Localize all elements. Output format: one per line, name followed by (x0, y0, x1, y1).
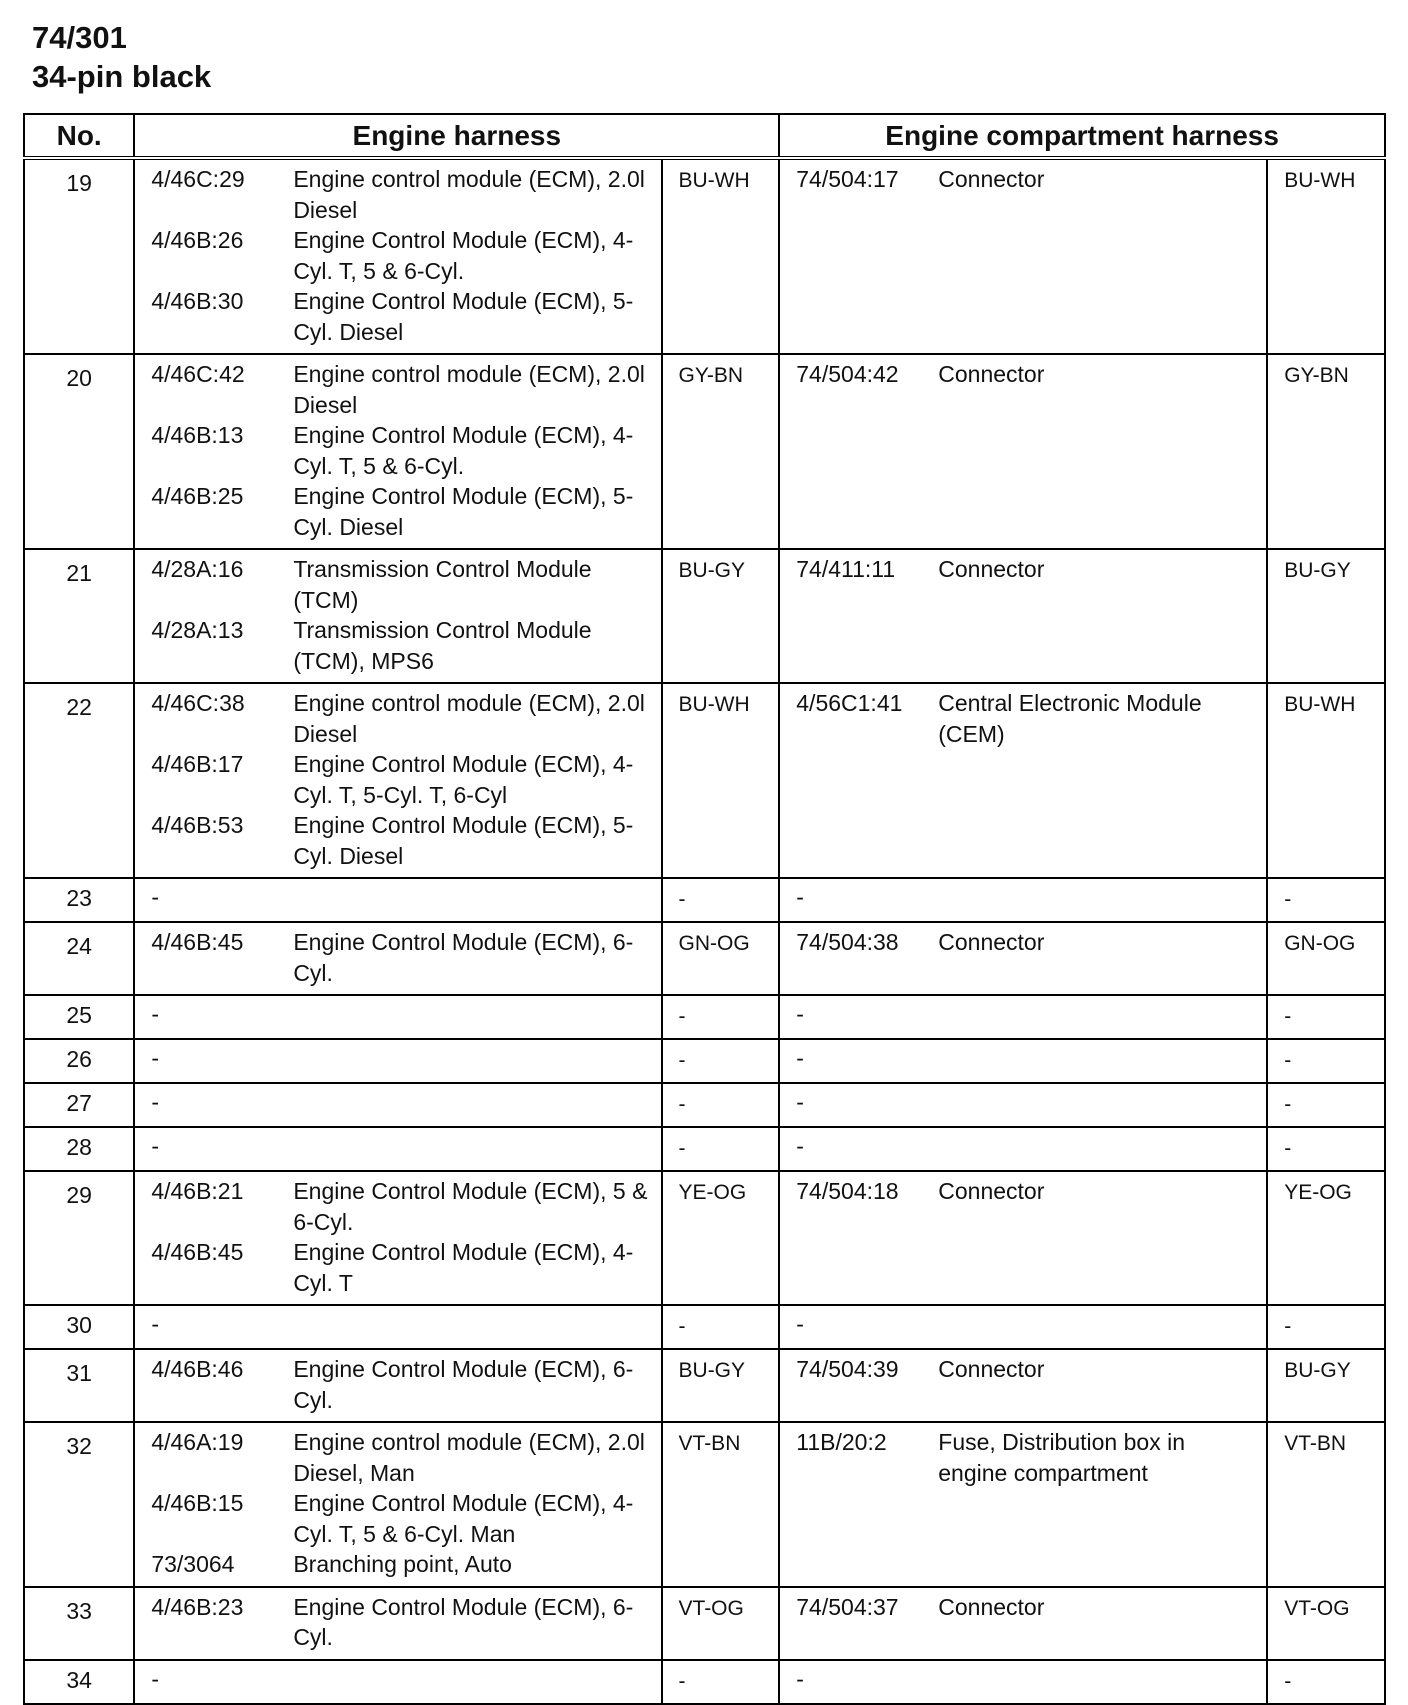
table-row (24, 922, 1385, 995)
component-description: Connector (938, 1356, 1045, 1382)
compartment-harness-cell (779, 1660, 1267, 1704)
compartment-harness-cell (779, 1305, 1267, 1349)
compartment-harness-cell (779, 1171, 1267, 1305)
component-description: Engine Control Module (ECM), 6-Cyl. (293, 1356, 634, 1413)
component-description: Engine control module (ECM), 2.0l Diesel (293, 361, 645, 418)
engine-harness-cell (134, 158, 661, 354)
engine-wire-color: - (662, 1660, 780, 1704)
compartment-wire-color: GY-BN (1267, 354, 1385, 549)
component-description: Engine Control Module (ECM), 5-Cyl. Diesel (293, 812, 634, 869)
engine-harness-cell (134, 878, 661, 922)
component-description: Engine Control Module (ECM), 4-Cyl. T (293, 1239, 634, 1296)
component-description: Central Electronic Module (CEM) (938, 690, 1202, 747)
component-entry (780, 927, 1266, 958)
column-header-engine-harness: Engine harness (134, 114, 779, 158)
component-description: Transmission Control Module (TCM), MPS6 (293, 617, 592, 674)
compartment-wire-color: - (1267, 1083, 1385, 1127)
component-reference: 4/46B:45 (151, 929, 244, 955)
engine-wire-color: - (662, 878, 780, 922)
compartment-wire-color: BU-WH (1267, 158, 1385, 354)
component-description: Engine Control Module (ECM), 4-Cyl. T, 5 & 6-Cyl. (293, 422, 634, 479)
compartment-wire-color: YE-OG (1267, 1171, 1385, 1305)
column-header-no: No. (24, 114, 134, 158)
component-entry (135, 810, 660, 871)
component-entry (135, 164, 660, 225)
component-description: Engine Control Module (ECM), 4-Cyl. T, 5-Cyl. T, 6-Cyl (293, 751, 634, 808)
pin-number: 26 (24, 1039, 134, 1083)
engine-harness-cell (134, 1587, 661, 1660)
component-description: Branching point, Auto (293, 1551, 512, 1577)
component-entry (135, 1592, 660, 1653)
pin-number: 32 (24, 1422, 134, 1587)
component-reference: 4/46C:29 (151, 166, 245, 192)
pin-number: 25 (24, 995, 134, 1039)
table-row (24, 995, 1385, 1039)
component-entry (780, 688, 1266, 749)
pin-number: 22 (24, 683, 134, 878)
pin-number: 27 (24, 1083, 134, 1127)
pin-number: 29 (24, 1171, 134, 1305)
component-description: Connector (938, 929, 1045, 955)
pin-number: 30 (24, 1305, 134, 1349)
compartment-harness-cell (779, 1039, 1267, 1083)
component-reference: 4/46A:19 (151, 1429, 244, 1455)
component-entry (135, 1237, 660, 1298)
component-reference: 4/56C1:41 (796, 690, 903, 716)
component-entry (780, 554, 1266, 585)
table-row (24, 1422, 1385, 1587)
table-row (24, 1171, 1385, 1305)
component-reference: 4/46B:23 (151, 1593, 244, 1620)
component-entry (135, 1488, 660, 1549)
compartment-harness-cell (779, 354, 1267, 549)
component-reference: 4/28A:16 (151, 556, 244, 582)
component-reference: 4/46B:53 (151, 812, 244, 838)
component-description: Connector (938, 1178, 1045, 1204)
component-description: Engine Control Module (ECM), 5-Cyl. Diesel (293, 288, 634, 345)
compartment-harness-cell (779, 549, 1267, 683)
empty-dash: - (796, 1001, 804, 1027)
compartment-harness-cell (779, 683, 1267, 878)
pin-number: 24 (24, 922, 134, 995)
component-description: Engine control module (ECM), 2.0l Diesel (293, 166, 645, 223)
component-description: Engine Control Module (ECM), 6-Cyl. (293, 1593, 634, 1650)
empty-dash: - (151, 1045, 159, 1071)
compartment-harness-cell (779, 922, 1267, 995)
table-row (24, 1305, 1385, 1349)
compartment-wire-color: - (1267, 1305, 1385, 1349)
component-entry (135, 420, 660, 481)
component-entry (135, 554, 660, 615)
pin-table (23, 113, 1386, 1705)
compartment-wire-color: VT-BN (1267, 1422, 1385, 1587)
component-reference: 74/504:38 (796, 929, 899, 955)
component-entry (135, 225, 660, 286)
component-reference: 11B/20:2 (796, 1429, 887, 1455)
table-header-row (24, 114, 1385, 158)
empty-dash: - (151, 884, 159, 910)
component-description: Engine control module (ECM), 2.0l Diesel, Man (293, 1429, 645, 1486)
compartment-harness-cell (779, 878, 1267, 922)
engine-harness-cell (134, 549, 661, 683)
component-entry (780, 164, 1266, 195)
component-reference: 74/504:39 (796, 1356, 899, 1382)
component-reference: 74/504:37 (796, 1593, 899, 1620)
engine-harness-cell (134, 1660, 661, 1704)
engine-harness-cell (134, 995, 661, 1039)
component-reference: 4/46B:45 (151, 1239, 244, 1265)
compartment-harness-cell (779, 1349, 1267, 1422)
component-reference: 74/411:11 (796, 556, 896, 582)
engine-wire-color: YE-OG (662, 1171, 780, 1305)
engine-wire-color: - (662, 1305, 780, 1349)
engine-harness-cell (134, 922, 661, 995)
empty-dash: - (796, 1133, 804, 1159)
component-reference: 4/46B:26 (151, 227, 244, 253)
component-reference: 4/46B:21 (151, 1178, 244, 1204)
engine-harness-cell (134, 683, 661, 878)
compartment-wire-color: - (1267, 878, 1385, 922)
table-body (24, 158, 1385, 1704)
table-row (24, 1349, 1385, 1422)
engine-harness-cell (134, 354, 661, 549)
engine-harness-cell (134, 1171, 661, 1305)
pin-number: 31 (24, 1349, 134, 1422)
engine-wire-color: - (662, 1039, 780, 1083)
empty-dash: - (151, 1665, 159, 1692)
component-description: Connector (938, 166, 1045, 192)
engine-harness-cell (134, 1349, 661, 1422)
table-row (24, 683, 1385, 878)
component-entry (135, 286, 660, 347)
column-header-compartment-harness: Engine compartment harness (779, 114, 1385, 158)
pin-number: 34 (24, 1660, 134, 1704)
compartment-wire-color: - (1267, 1127, 1385, 1171)
engine-harness-cell (134, 1127, 661, 1171)
component-entry (135, 1427, 660, 1488)
component-description: Engine control module (ECM), 2.0l Diesel (293, 690, 645, 747)
component-entry (780, 1354, 1266, 1385)
page-title (32, 18, 211, 96)
engine-wire-color: BU-WH (662, 683, 780, 878)
compartment-harness-cell (779, 1422, 1267, 1587)
engine-wire-color: GN-OG (662, 922, 780, 995)
pin-number: 28 (24, 1127, 134, 1171)
component-description: Engine Control Module (ECM), 5-Cyl. Diesel (293, 483, 634, 540)
component-reference: 74/504:42 (796, 361, 899, 387)
engine-harness-cell (134, 1039, 661, 1083)
component-entry (780, 1427, 1266, 1488)
component-description: Connector (938, 1593, 1045, 1620)
engine-wire-color: - (662, 1083, 780, 1127)
table-row (24, 1660, 1385, 1704)
component-entry (780, 1176, 1266, 1207)
compartment-wire-color: - (1267, 1660, 1385, 1704)
engine-wire-color: - (662, 1127, 780, 1171)
pin-number: 21 (24, 549, 134, 683)
connector-description: 34-pin black (32, 59, 212, 94)
component-reference: 4/46B:25 (151, 483, 244, 509)
compartment-harness-cell (779, 158, 1267, 354)
component-entry (135, 688, 660, 749)
engine-harness-cell (134, 1305, 661, 1349)
component-reference: 4/46B:13 (151, 422, 244, 448)
component-entry (135, 749, 660, 810)
component-reference: 4/46C:38 (151, 690, 245, 716)
empty-dash: - (151, 1001, 159, 1027)
component-reference: 4/46B:17 (151, 751, 244, 777)
pin-number: 33 (24, 1587, 134, 1660)
empty-dash: - (151, 1089, 159, 1115)
table-row (24, 354, 1385, 549)
component-reference: 4/46B:15 (151, 1490, 244, 1516)
engine-wire-color: VT-OG (662, 1587, 780, 1660)
engine-wire-color: BU-WH (662, 158, 780, 354)
component-reference: 4/46C:42 (151, 361, 245, 387)
table-row (24, 1083, 1385, 1127)
compartment-harness-cell (779, 1127, 1267, 1171)
component-entry (135, 481, 660, 542)
component-reference: 74/504:18 (796, 1178, 899, 1204)
component-entry (780, 1592, 1266, 1623)
engine-wire-color: GY-BN (662, 354, 780, 549)
compartment-harness-cell (779, 1083, 1267, 1127)
compartment-wire-color: - (1267, 995, 1385, 1039)
empty-dash: - (796, 884, 804, 910)
component-description: Transmission Control Module (TCM) (293, 556, 592, 613)
pin-number: 20 (24, 354, 134, 549)
component-entry (780, 359, 1266, 390)
empty-dash: - (796, 1045, 804, 1071)
table-row (24, 878, 1385, 922)
table-row (24, 1127, 1385, 1171)
compartment-wire-color: BU-GY (1267, 549, 1385, 683)
empty-dash: - (151, 1133, 159, 1159)
component-reference: 4/46B:46 (151, 1356, 244, 1382)
component-description: Engine Control Module (ECM), 4-Cyl. T, 5 & 6-Cyl. Man (293, 1490, 634, 1547)
pin-number: 19 (24, 158, 134, 354)
table-row (24, 549, 1385, 683)
component-entry (135, 359, 660, 420)
engine-harness-cell (134, 1083, 661, 1127)
compartment-wire-color: BU-GY (1267, 1349, 1385, 1422)
component-description: Connector (938, 556, 1045, 582)
component-entry (135, 1549, 660, 1580)
component-entry (135, 1354, 660, 1415)
empty-dash: - (796, 1311, 804, 1337)
pin-number: 23 (24, 878, 134, 922)
component-entry (135, 927, 660, 988)
compartment-wire-color: BU-WH (1267, 683, 1385, 878)
component-reference: 74/504:17 (796, 166, 899, 192)
engine-wire-color: BU-GY (662, 1349, 780, 1422)
component-description: Engine Control Module (ECM), 4-Cyl. T, 5 & 6-Cyl. (293, 227, 634, 284)
empty-dash: - (796, 1665, 804, 1692)
component-entry (135, 615, 660, 676)
engine-wire-color: BU-GY (662, 549, 780, 683)
table-row (24, 158, 1385, 354)
table-row (24, 1039, 1385, 1083)
connector-code: 74/301 (32, 20, 127, 55)
component-description: Fuse, Distribution box in engine compartment (938, 1429, 1185, 1486)
component-description: Engine Control Module (ECM), 5 & 6-Cyl. (293, 1178, 648, 1235)
empty-dash: - (151, 1311, 159, 1337)
component-description: Engine Control Module (ECM), 6-Cyl. (293, 929, 634, 986)
engine-harness-cell (134, 1422, 661, 1587)
component-reference: 4/46B:30 (151, 288, 244, 314)
compartment-wire-color: - (1267, 1039, 1385, 1083)
engine-wire-color: - (662, 995, 780, 1039)
empty-dash: - (796, 1089, 804, 1115)
compartment-harness-cell (779, 1587, 1267, 1660)
compartment-wire-color: GN-OG (1267, 922, 1385, 995)
compartment-wire-color: VT-OG (1267, 1587, 1385, 1660)
component-reference: 73/3064 (151, 1551, 235, 1577)
table-row (24, 1587, 1385, 1660)
component-reference: 4/28A:13 (151, 617, 244, 643)
engine-wire-color: VT-BN (662, 1422, 780, 1587)
component-entry (135, 1176, 660, 1237)
compartment-harness-cell (779, 995, 1267, 1039)
component-description: Connector (938, 361, 1045, 387)
